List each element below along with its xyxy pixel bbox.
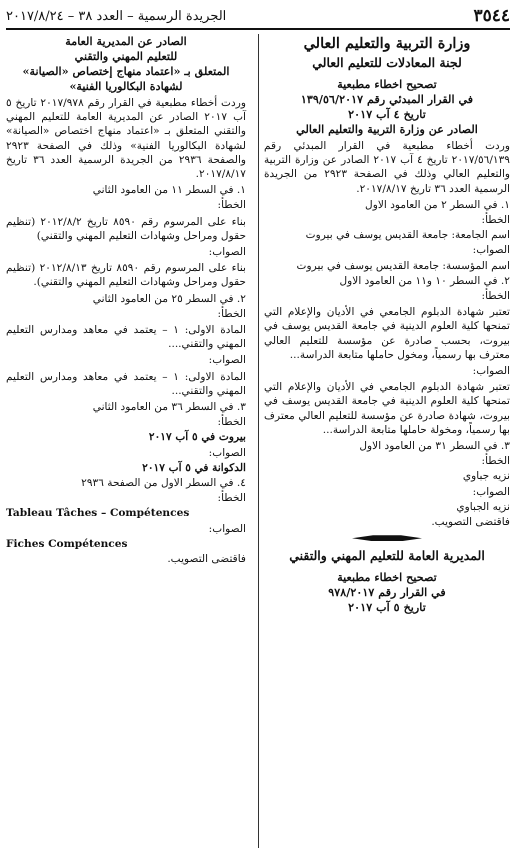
- decision-date: تاريخ ٤ آب ٢٠١٧: [348, 107, 426, 121]
- right-text: تعتبر شهادة الدبلوم الجامعي في الأديان والإعلام التي تمنحها كلية العلوم الدينية في جامعة القديس يوسف في بيروت، شهادة صادرة عن مؤسسة للتعليم العالي معترف بها رسمياً، ومخولة حاملها متابعة الدراسة...: [264, 381, 510, 436]
- decision-reference: في القرار المبدئي رقم ١٣٩/٥٦/٢٠١٧: [300, 92, 474, 106]
- ministry-heading: وزارة التربية والتعليم العالي: [303, 35, 471, 52]
- wrong-text: بيروت في ٥ آب ٢٠١٧: [148, 431, 246, 444]
- column-divider: [258, 34, 259, 848]
- right-column: [264, 34, 510, 852]
- item-2: ٢. في السطر ١٠ و١١ من العامود الاول: [339, 274, 510, 287]
- right-label: الصواب:: [208, 446, 246, 459]
- wrong-label: الخطأ:: [217, 492, 246, 505]
- correction-title: تصحيح اخطاء مطبعية: [337, 570, 437, 585]
- page-header: [6, 4, 510, 30]
- section-heading: الصادر عن المديرية العامة: [65, 34, 187, 48]
- item-3: ٣. في السطر ٣١ من العامود الاول: [359, 440, 510, 453]
- section-heading: للتعليم المهني والتقني: [74, 49, 178, 63]
- intro-paragraph: وردت أخطاء مطبعية في القرار المبدئي رقم ٢٠١٧/٥٦/١٣٩ تاريخ ٤ آب ٢٠١٧ الصادر عن وزارة التربية والتعليم العالي وذلك في الصفحة ٢٩٢٣ من الجريدة الرسمية العدد ٣٦ تاريخ ٢٠١٧/٨/١٧.: [264, 140, 511, 195]
- journal-title: الجريدة الرسمية – العدد ٣٨ – ٢٠١٧/٨/٢٤: [6, 8, 227, 24]
- committee-heading: لجنة المعادلات للتعليم العالي: [312, 55, 462, 70]
- item-1: ١. في السطر ٢ من العامود الاول: [365, 198, 510, 211]
- wrong-label: الخطأ:: [217, 199, 246, 212]
- right-text: اسم المؤسسة: جامعة القديس يوسف في بيروت: [296, 259, 510, 272]
- right-text: نزيه الجباوي: [456, 500, 510, 513]
- right-text: المادة الاولى: ١ – يعتمد في معاهد ومدارس التعليم المهني والتقني...: [6, 370, 246, 397]
- wrong-label: الخطأ:: [481, 455, 510, 468]
- right-label: الصواب:: [208, 522, 246, 535]
- decision-reference: في القرار رقم ٩٧٨/٢٠١٧: [328, 585, 446, 600]
- decision-date: تاريخ ٥ آب ٢٠١٧: [348, 600, 426, 615]
- right-label: الصواب:: [208, 246, 246, 259]
- wrong-text: نزيه جباوي: [462, 470, 510, 483]
- wrong-label: الخطأ:: [217, 416, 246, 429]
- right-label: الصواب:: [472, 485, 510, 498]
- wrong-label: الخطأ:: [481, 214, 510, 227]
- item-3: ٣. في السطر ٣٦ من العامود الثاني: [92, 401, 246, 414]
- right-text: الدكوانة في ٥ آب ٢٠١٧: [142, 461, 246, 474]
- wrong-text: المادة الاولى: ١ – يعتمد في معاهد ومدارس التعليم المهني والتقني....: [6, 324, 246, 351]
- section-separator: [264, 533, 510, 543]
- closing-line: فاقتضى التصويب.: [167, 553, 246, 566]
- wrong-label: الخطأ:: [481, 290, 510, 303]
- closing-line: فاقتضى التصويب.: [431, 516, 510, 529]
- item-2: ٢. في السطر ٢٥ من العامود الثاني: [92, 292, 246, 305]
- item-1: ١. في السطر ١١ من العامود الثاني: [92, 184, 246, 197]
- section-heading: لشهادة البكالوريا الفنية»: [69, 79, 183, 93]
- intro-paragraph: وردت أخطاء مطبعية في القرار رقم ٢٠١٧/٩٧٨ تاريخ ٥ آب ٢٠١٧ الصادر عن المديرية العامة للتعليم المهني والتقني المتعلق بـ «اعتماد منهاج اختصاص «الصيانة» لشهادة البكالوريا الفنية» وذلك في الصفحة ٢٩٢٣ والصفحة ٢٩٣٦ من الجريدة الرسمية العدد ٣٦ تاريخ ٢٠١٧/٨/١٧.: [6, 97, 247, 181]
- right-label: الصواب:: [208, 354, 246, 367]
- issuer-line: الصادر عن وزارة التربية والتعليم العالي: [296, 122, 478, 136]
- wrong-label: الخطأ:: [217, 307, 246, 320]
- wrong-text: بناء على المرسوم رقم ٨٥٩٠ تاريخ ٢٠١٢/٨/٢ (تنظيم حقول ومراحل وشهادات التعليم المهني والتقني): [6, 215, 246, 242]
- left-column: [6, 34, 246, 852]
- section-heading: المتعلق بـ «اعتماد منهاج إختصاص «الصيانة»: [22, 64, 230, 78]
- wrong-text: اسم الجامعة: جامعة القديس يوسف في بيروت: [305, 229, 510, 242]
- right-label: الصواب:: [472, 365, 510, 378]
- right-label: الصواب:: [472, 244, 510, 257]
- correction-title: تصحيح اخطاء مطبعية: [337, 77, 437, 91]
- item-4: ٤. في السطر الاول من الصفحة ٢٩٣٦: [81, 477, 246, 490]
- right-text: Fiches Compétences: [6, 537, 128, 550]
- wrong-text: Tableau Tâches – Compétences: [6, 507, 190, 520]
- wrong-text: تعتبر شهادة الدبلوم الجامعي في الأديان والإعلام التي تمنحها كلية العلوم الدينية في جامعة القديس يوسف في بيروت، بحسب صادرة عن مؤسسة للتعليم العالي معترف بها رسمياً، ومخول حاملها متابعة الدراسة...: [264, 306, 510, 361]
- page-number: ٣٥٤٤: [473, 6, 510, 26]
- directorate-heading: المديرية العامة للتعليم المهني والتقني: [289, 548, 485, 564]
- right-text: بناء على المرسوم رقم ٨٥٩٠ تاريخ ٢٠١٢/٨/١٣ (تنظيم حقول ومراحل وشهادات التعليم المهني والتقني).: [6, 262, 246, 289]
